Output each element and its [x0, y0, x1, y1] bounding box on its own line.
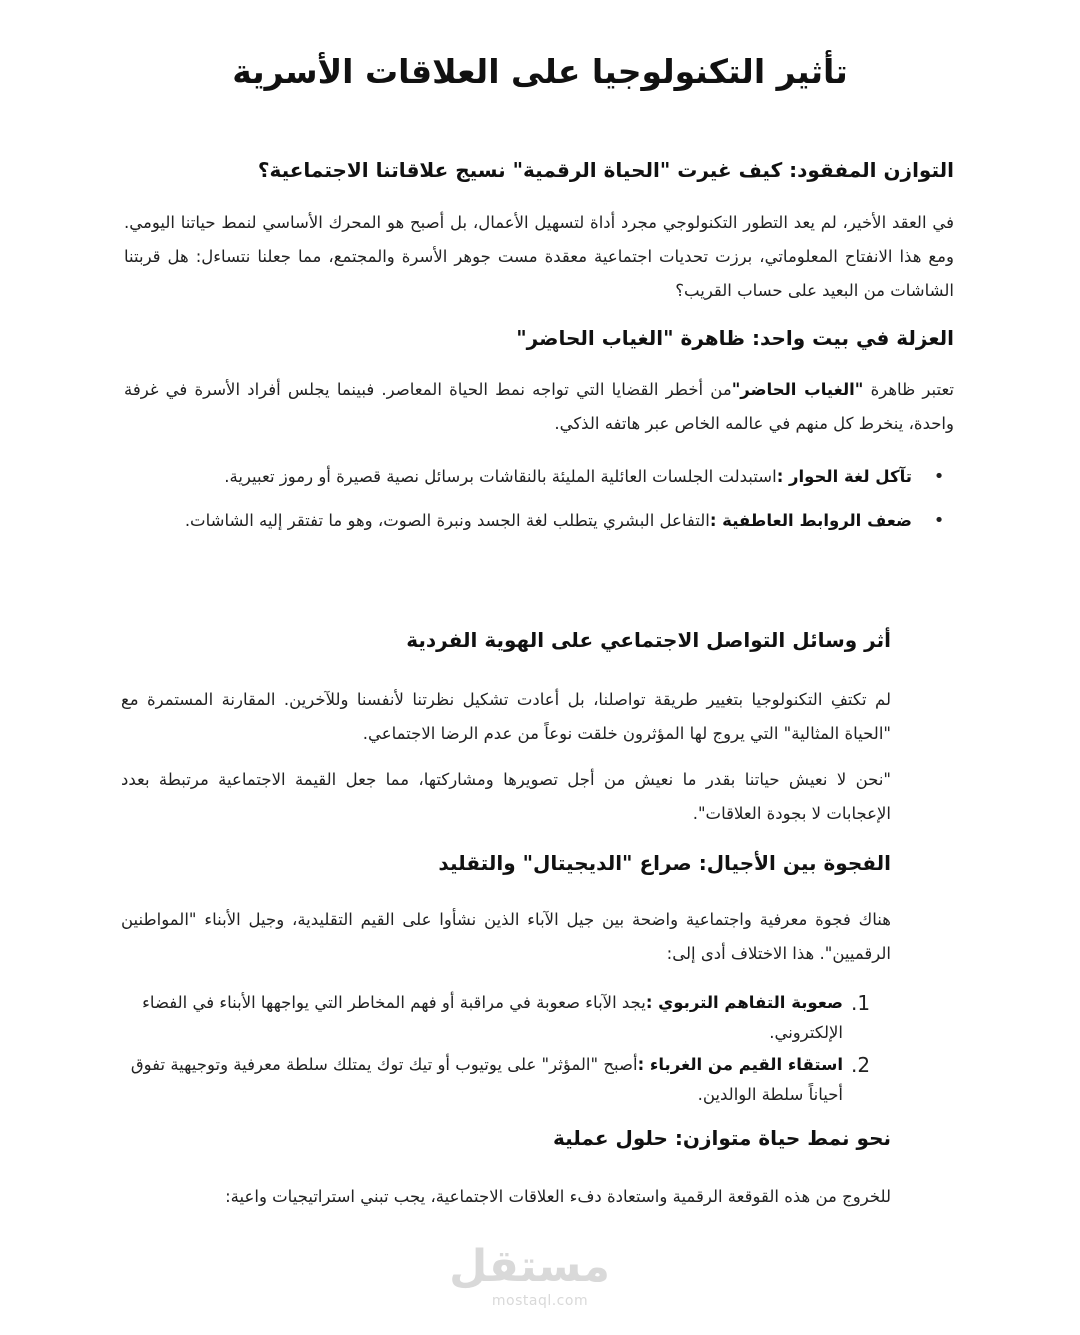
item-text: يجد الآباء صعوبة في مراقبة أو فهم المخاطر التي يواجهها الأبناء في الفضاء الإلكتروني.	[142, 993, 843, 1042]
bullet-text: التفاعل البشري يتطلب لغة الجسد ونبرة الصوت، وهو ما تفتقر إليه الشاشات.	[184, 511, 710, 530]
section-paragraph-intro: في العقد الأخير، لم يعد التطور التكنولوجي مجرد أداة لتسهيل الأعمال، بل أصبح هو المحرك الأساسي لنمط حياتنا اليومي. ومع هذا الانفتاح المعلوماتي، برزت تحديات اجتماعية معقدة مست جوهر الأسرة والمجتمع، مما جعلنا نتساءل: هل قربتنا الشاشات من البعيد على حساب القريب؟	[124, 213, 954, 300]
list-number: 2.	[851, 1053, 871, 1077]
list-number: 1.	[851, 991, 871, 1015]
bullet-bold-term: ضعف الروابط العاطفية :	[709, 511, 912, 530]
list-item	[154, 504, 954, 538]
list-item	[154, 460, 954, 494]
watermark-logo	[449, 1241, 610, 1309]
bullet-list	[154, 460, 954, 548]
item-text: أصبح "المؤثر" على يوتيوب أو تيك توك يمتلك سلطة معرفية وتوجيهية تفوق أحياناً سلطة الوالدين.	[130, 1055, 843, 1104]
bullet-text: استبدلت الجلسات العائلية المليئة بالنقاشات برسائل نصية قصيرة أو رموز تعبيرية.	[224, 467, 777, 486]
item-bold-term: استقاء القيم من الغرباء :	[637, 1055, 843, 1074]
numbered-list	[121, 988, 891, 1112]
quote-paragraph: "نحن لا نعيش حياتنا بقدر ما نعيش من أجل تصويرها ومشاركتها، مما جعل القيمة الاجتماعية مرتبطة بعدد الإعجابات لا بجودة العلاقات".	[121, 770, 891, 823]
paragraph-text: من أخطر القضايا التي تواجه نمط الحياة المعاصر. فبينما يجلس أفراد الأسرة في غرفة واحدة، ينخرط كل منهم في عالمه الخاص عبر هاتفه الذكي.	[124, 380, 954, 433]
section-heading-lost-balance: التوازن المفقود: كيف غيرت "الحياة الرقمية" نسيج علاقاتنا الاجتماعية؟	[257, 158, 954, 182]
watermark-url: mostaql.com	[491, 1293, 589, 1309]
bullet-icon: •	[933, 466, 945, 487]
bullet-bold-term: تآكل لغة الحوار :	[776, 467, 912, 486]
section-paragraph-isolation	[124, 373, 954, 441]
watermark-logo-text: مستقل	[449, 1241, 610, 1292]
section-paragraph-social-media: لم تكتفِ التكنولوجيا بتغيير طريقة تواصلنا، بل أعادت تشكيل نظرتنا لأنفسنا وللآخرين. المقارنة المستمرة مع "الحياة المثالية" التي يروج لها المؤثرون خلقت نوعاً من عدم الرضا الاجتماعي.	[121, 690, 891, 743]
section-heading-solutions: نحو نمط حياة متوازن: حلول عملية	[552, 1126, 891, 1150]
section-paragraph-solutions: للخروج من هذه القوقعة الرقمية واستعادة دفء العلاقات الاجتماعية، يجب تبني استراتيجيات واعية:	[225, 1187, 891, 1206]
list-item	[121, 988, 891, 1048]
item-bold-term: صعوبة التفاهم التربوي :	[645, 993, 843, 1012]
document-title: تأثير التكنولوجيا على العلاقات الأسرية	[232, 52, 848, 91]
bold-term: "الغياب الحاضر"	[731, 380, 864, 399]
section-heading-generation-gap: الفجوة بين الأجيال: صراع "الديجيتال" والتقليد	[438, 851, 891, 875]
section-paragraph-generation-gap: هناك فجوة معرفية واجتماعية واضحة بين جيل الآباء الذين نشأوا على القيم التقليدية، وجيل الأبناء "المواطنين الرقميين". هذا الاختلاف أدى إلى:	[121, 910, 891, 963]
bullet-icon: •	[933, 510, 945, 531]
section-heading-isolation: العزلة في بيت واحد: ظاهرة "الغياب الحاضر"	[516, 326, 954, 350]
section-heading-social-media: أثر وسائل التواصل الاجتماعي على الهوية الفردية	[406, 628, 891, 652]
paragraph-text: تعتبر ظاهرة	[863, 380, 954, 399]
list-item	[121, 1050, 891, 1110]
